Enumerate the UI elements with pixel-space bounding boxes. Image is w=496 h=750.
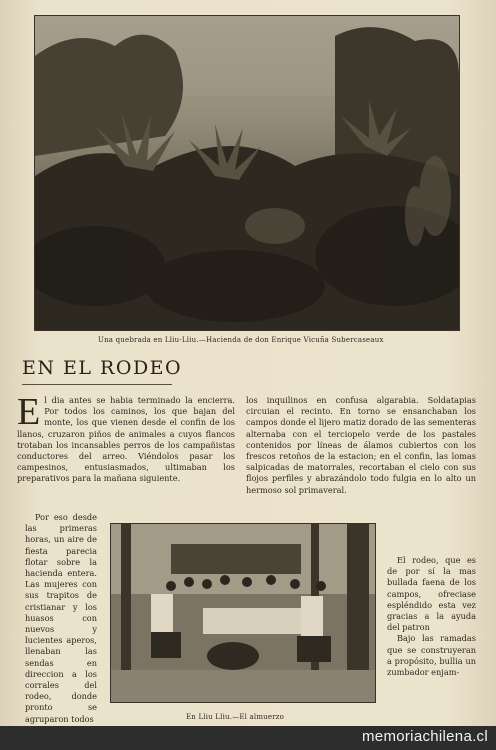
bottom-photo-caption: En Lliu Lliu.—El almuerzo bbox=[186, 713, 285, 721]
top-photo-caption: Una quebrada en Lliu-Lliu.—Hacienda de don Enrique Vicuña Subercaseaux bbox=[98, 336, 384, 344]
bottom-photograph bbox=[110, 523, 376, 703]
column-left-continued bbox=[25, 512, 97, 725]
watermark-footer bbox=[0, 726, 496, 750]
site-watermark: memoriachilena.cl bbox=[362, 728, 488, 745]
column-right-paragraph-1: los inquilinos en confusa algarabia. Soldatapias circuian el recinto. En torno se ensanchaban los campos donde el lijero matiz dorado de las sementeras alternaba con el terciopelo verde de los pastales contenidos por líneas de álamos cubiertos con los frescos retoños de la estacion; en el confin, las lomas salpicadas de matorrales, recortaban el cielo con sus flojos perfiles y abrazándolo todo fulgia en lo alto un hermoso sol primaveral. bbox=[246, 395, 476, 495]
column-left-paragraph-1: El dia antes se habia terminado la encierra. Por todos los caminos, los que bajan del monte, los que vienen desde el confin de los llanos, cruzaron piños de animales a cuyos flancos trotaban los incansables perros de los campañistas conductores del arreo. Viéndolos pasar los campesinos, entusiasmados, ultimaban los preparativos para la mañana siguiente. bbox=[17, 391, 235, 484]
column-left-paragraph-2: Por eso desde las primeras horas, un aire de fiesta parecia flotar sobre la hacienda entera. Las mujeres con sus trapitos de cristianar y los huasos con nuevos y lucientes aperos, llenaban las sendas en direccion a los corrales del rodeo, donde pronto se agruparon todos bbox=[25, 512, 97, 724]
drop-cap: E bbox=[17, 391, 41, 433]
column-right-paragraph-3: Bajo las ramadas que se construyeran a propósito, bullia un zumbador enjam- bbox=[387, 633, 476, 678]
title-underline bbox=[22, 384, 172, 385]
column-right-continued bbox=[387, 555, 476, 678]
top-photograph bbox=[34, 15, 460, 331]
column-left bbox=[17, 391, 235, 485]
column-right bbox=[246, 395, 476, 496]
article-title: EN EL RODEO bbox=[22, 357, 183, 379]
column-right-paragraph-2: El rodeo, que es de por sí la mas bullada faena de los campos, ofreciase espléndido esta vez gracias a la ayuda del patron bbox=[387, 555, 476, 633]
